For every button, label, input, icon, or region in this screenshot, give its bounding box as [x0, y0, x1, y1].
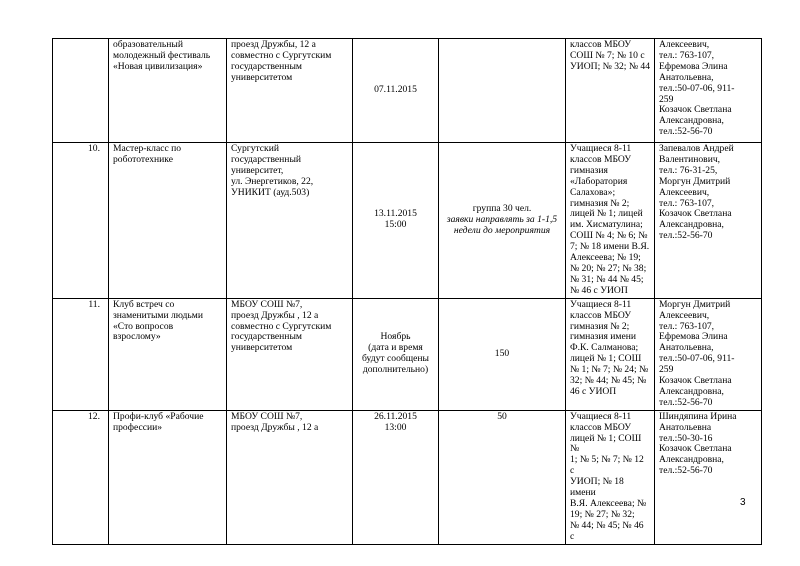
- table-row: [53, 39, 762, 143]
- events-table: [52, 38, 762, 545]
- page-number: 3: [740, 497, 746, 508]
- row-number: [53, 39, 109, 143]
- event-place: МБОУ СОШ №7, проезд Дружбы , 12 а совместно с Сургутским государственным университетом: [227, 298, 353, 410]
- event-participants: Учащиеся 8-11 классов МБОУ лицей № 1; СОШ № 1; № 5; № 7; № 12 с УИОП; № 18 имени В.Я. Алексеева; № 19; № 27; № 32; № 44; № 45; № 46 с: [566, 410, 655, 544]
- event-participants: Учащиеся 8-11 классов МБОУ гимназия № 2; гимназия имени Ф.К. Салманова; лицей № 1; СОШ № 1; № 7; № 24; № 32; № 44; № 45; № 46 с УИОП: [566, 298, 655, 410]
- event-date: 13.11.2015 15:00: [353, 143, 439, 299]
- event-name: Профи-клуб «Рабочие профессии»: [109, 410, 227, 544]
- event-date: 26.11.2015 13:00: [353, 410, 439, 544]
- event-place: проезд Дружбы, 12 а совместно с Сургутским государственным университетом: [227, 39, 353, 143]
- event-responsible: Шиндяпина Ирина Анатольевна тел.:50-30-16 Козачок Светлана Александровна, тел.:52-56-70: [655, 410, 762, 544]
- event-count: [439, 39, 566, 143]
- table-row: [53, 410, 762, 544]
- row-number: 12.: [53, 410, 109, 544]
- event-count-note: заявки направлять за 1-1,5 недели до мероприятия: [446, 213, 558, 236]
- event-place: МБОУ СОШ №7, проезд Дружбы , 12 а: [227, 410, 353, 544]
- table-row: [53, 143, 762, 299]
- event-responsible: Моргун Дмитрий Алексеевич, тел.: 763-107, Ефремова Элина Анатольевна, тел.:50-07-06, 911- 259 Козачок Светлана Александровна, тел.:52-56-70: [655, 298, 762, 410]
- event-date: 07.11.2015: [353, 39, 439, 143]
- event-date: Ноябрь (дата и время будут сообщены дополнительно): [353, 298, 439, 410]
- row-number: 10.: [53, 143, 109, 299]
- event-participants: классов МБОУ СОШ № 7; № 10 с УИОП; № 32; № 44: [566, 39, 655, 143]
- event-count: 150: [439, 298, 566, 410]
- event-participants: Учащиеся 8-11 классов МБОУ гимназия «Лаборатория Салахова»; гимназия № 2; лицей № 1; лицей им. Хисматулина; СОШ № 4; № 6; № 7; № 18 имени В.Я. Алексеева; № 19; № 20; № 27; № 38; № 31; № 44 № 45; № 46 с УИОП: [566, 143, 655, 299]
- row-number: 11.: [53, 298, 109, 410]
- table-row: [53, 298, 762, 410]
- event-name: Мастер-класс по робототехнике: [109, 143, 227, 299]
- event-responsible: Запевалов Андрей Валентинович, тел.: 76-31-25, Моргун Дмитрий Алексеевич, тел.: 763-107, Козачок Светлана Александровна, тел.:52-56-70: [655, 143, 762, 299]
- event-responsible: Алексеевич, тел.: 763-107, Ефремова Элина Анатольевна, тел.:50-07-06, 911- 259 Козачок Светлана Александровна, тел.:52-56-70: [655, 39, 762, 143]
- event-name: Клуб встреч со знаменитыми людьми «Сто вопросов взрослому»: [109, 298, 227, 410]
- event-count-cell: [439, 143, 566, 299]
- event-name: образовательный молодежный фестиваль «Новая цивилизация»: [109, 39, 227, 143]
- event-place: Сургутский государственный университет, ул. Энергетиков, 22, УНИКИТ (ауд.503): [227, 143, 353, 299]
- event-count: группа 30 чел.: [472, 202, 532, 214]
- event-count: 50: [439, 410, 566, 544]
